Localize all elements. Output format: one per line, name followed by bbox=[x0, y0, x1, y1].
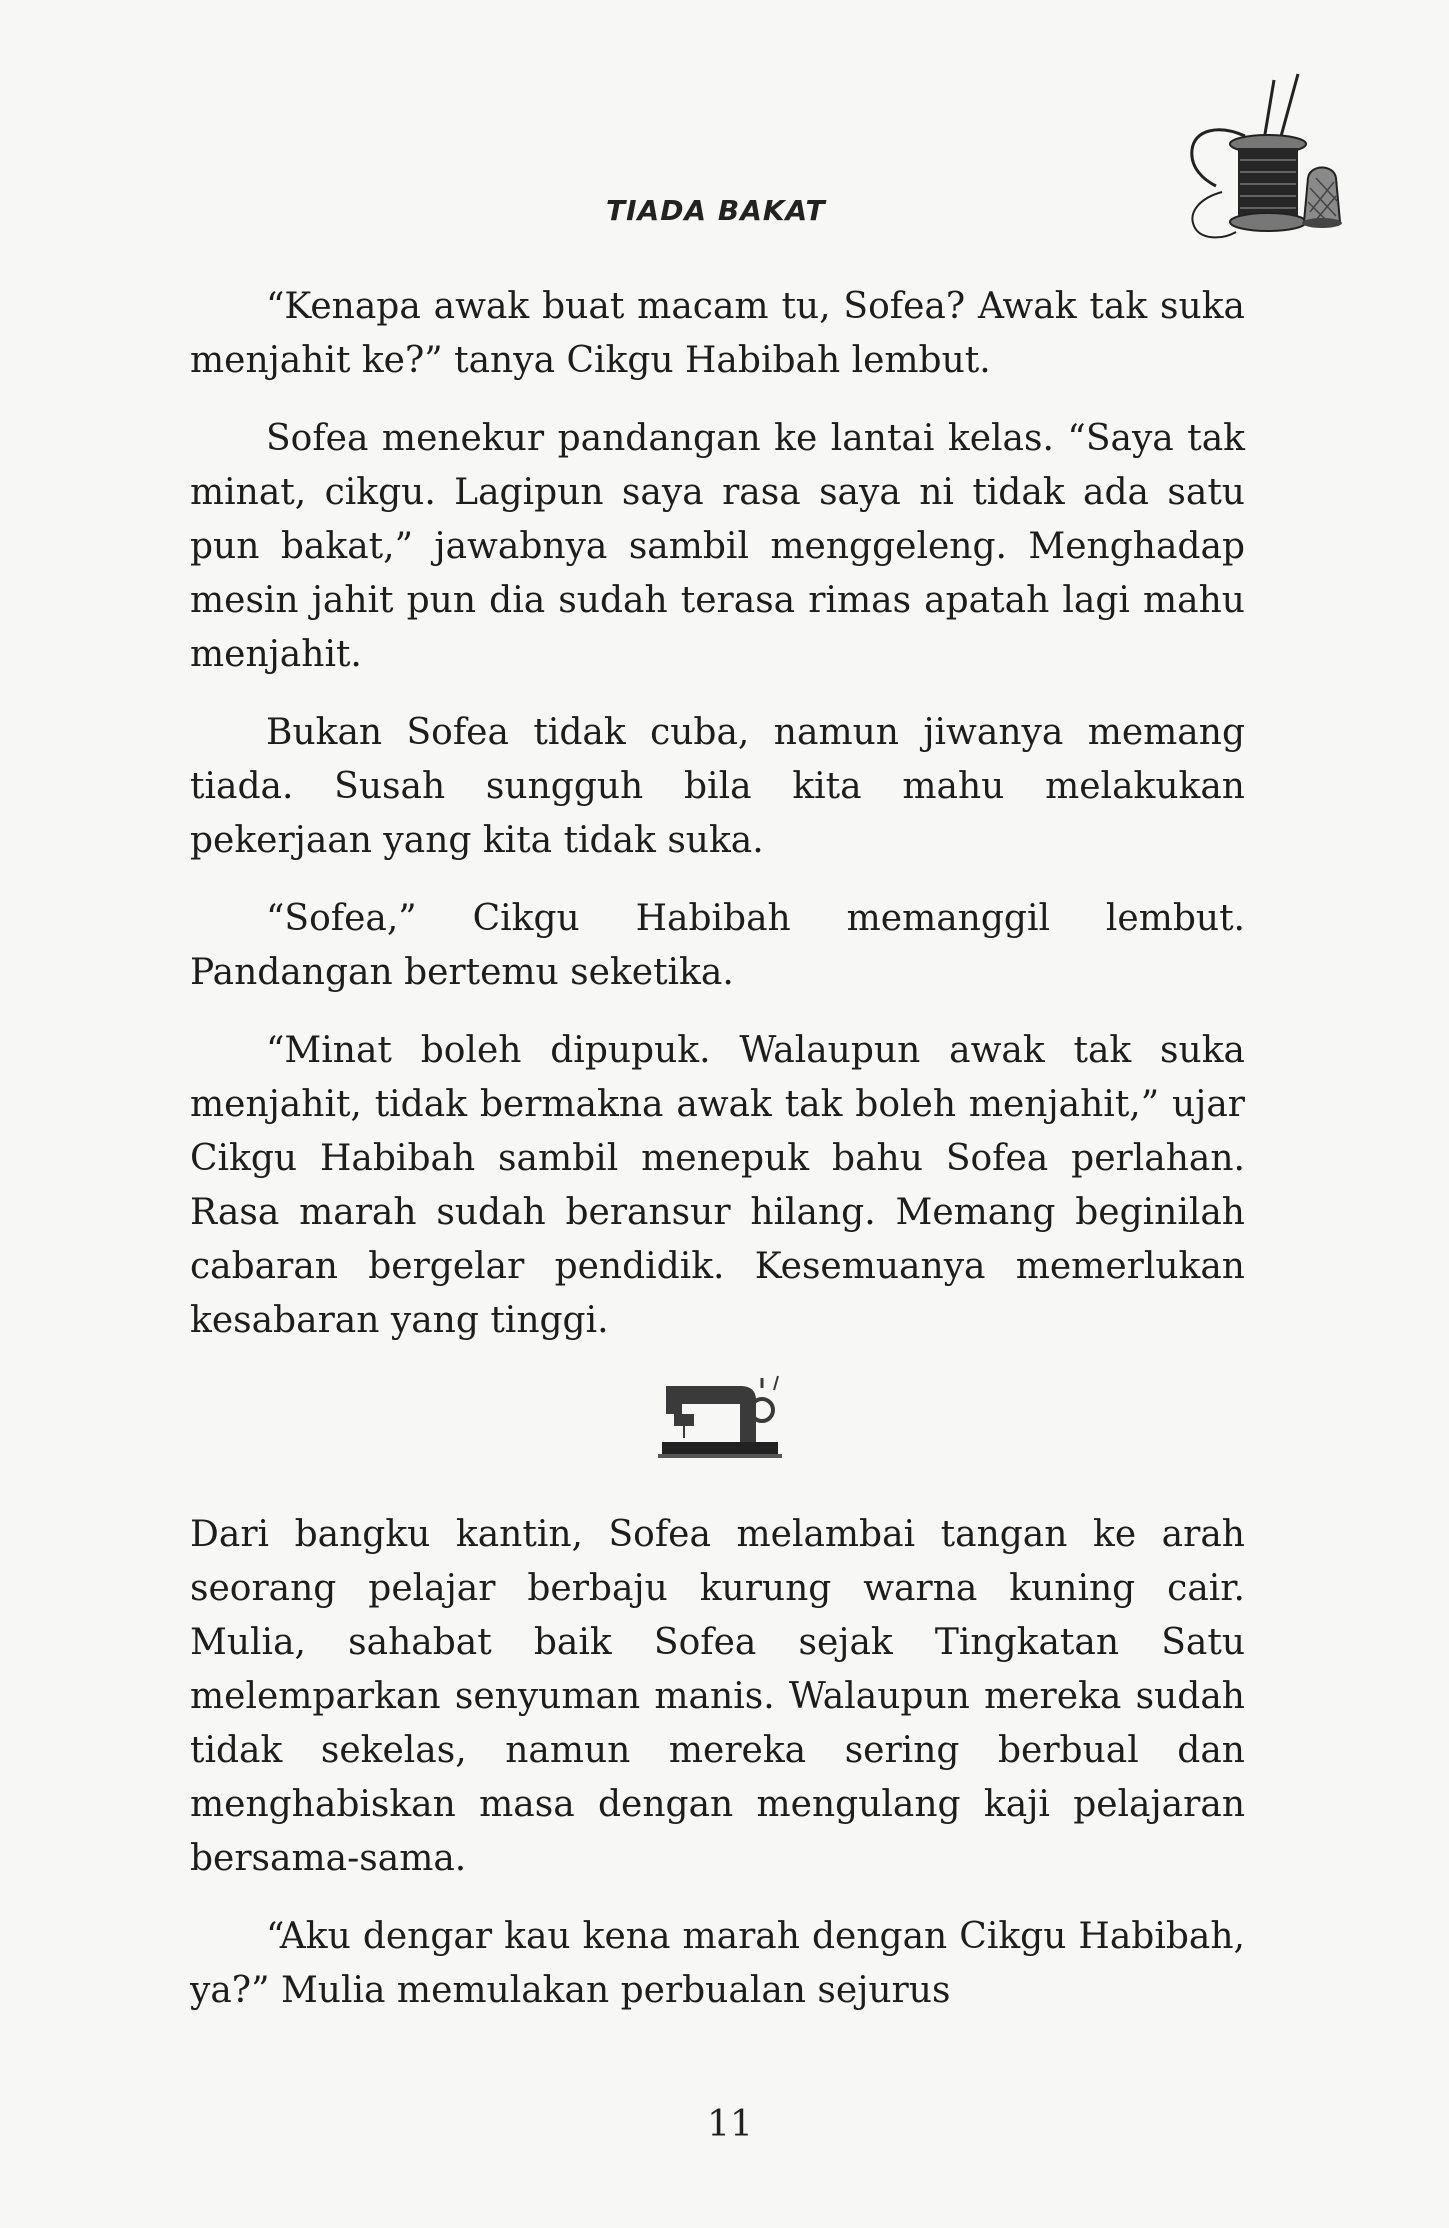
paragraph: “Sofea,” Cikgu Habibah memanggil lembut. Pandangan bertemu seketika. bbox=[190, 898, 1245, 993]
paragraph: “Aku dengar kau kena marah dengan Cikgu Habibah, ya?” Mulia memulakan perbualan sejurus bbox=[190, 1916, 1245, 2011]
story-section-1 bbox=[190, 280, 1245, 1372]
paragraph: Dari bangku kantin, Sofea melambai tangan ke arah seorang pelajar berbaju kurung warna kuning cair. Mulia, sahabat baik Sofea sejak Tingkatan Satu melemparkan senyuman manis. Walaupun mereka sudah tidak sekelas, namun mereka sering berbual dan menghabiskan masa dengan mengulang kaji pelajaran bersama-sama. bbox=[190, 1514, 1245, 1879]
paragraph: “Minat boleh dipupuk. Walaupun awak tak suka menjahit, tidak bermakna awak tak boleh menjahit,” ujar Cikgu Habibah sambil menepuk bahu Sofea perlahan. Rasa marah sudah beransur hilang. Memang beginilah cabaran bergelar pendidik. Kesemuanya memerlukan kesabaran yang tinggi. bbox=[190, 1030, 1245, 1341]
paragraph: “Kenapa awak buat macam tu, Sofea? Awak tak suka menjahit ke?” tanya Cikgu Habibah lembut. bbox=[190, 286, 1245, 381]
running-header: TIADA BAKAT bbox=[606, 194, 826, 227]
paragraph: Sofea menekur pandangan ke lantai kelas. “Saya tak minat, cikgu. Lagipun saya rasa saya ni tidak ada satu pun bakat,” jawabnya sambil menggeleng. Menghadap mesin jahit pun dia sudah terasa rimas apatah lagi mahu menjahit. bbox=[190, 418, 1245, 675]
thread-spool-and-thimble-icon bbox=[1170, 62, 1370, 262]
sewing-machine-icon bbox=[656, 1370, 786, 1466]
paragraph: Bukan Sofea tidak cuba, namun jiwanya memang tiada. Susah sungguh bila kita mahu melakukan pekerjaan yang kita tidak suka. bbox=[190, 712, 1245, 861]
page-number: 11 bbox=[707, 2104, 753, 2145]
story-section-2 bbox=[190, 1508, 1245, 2042]
